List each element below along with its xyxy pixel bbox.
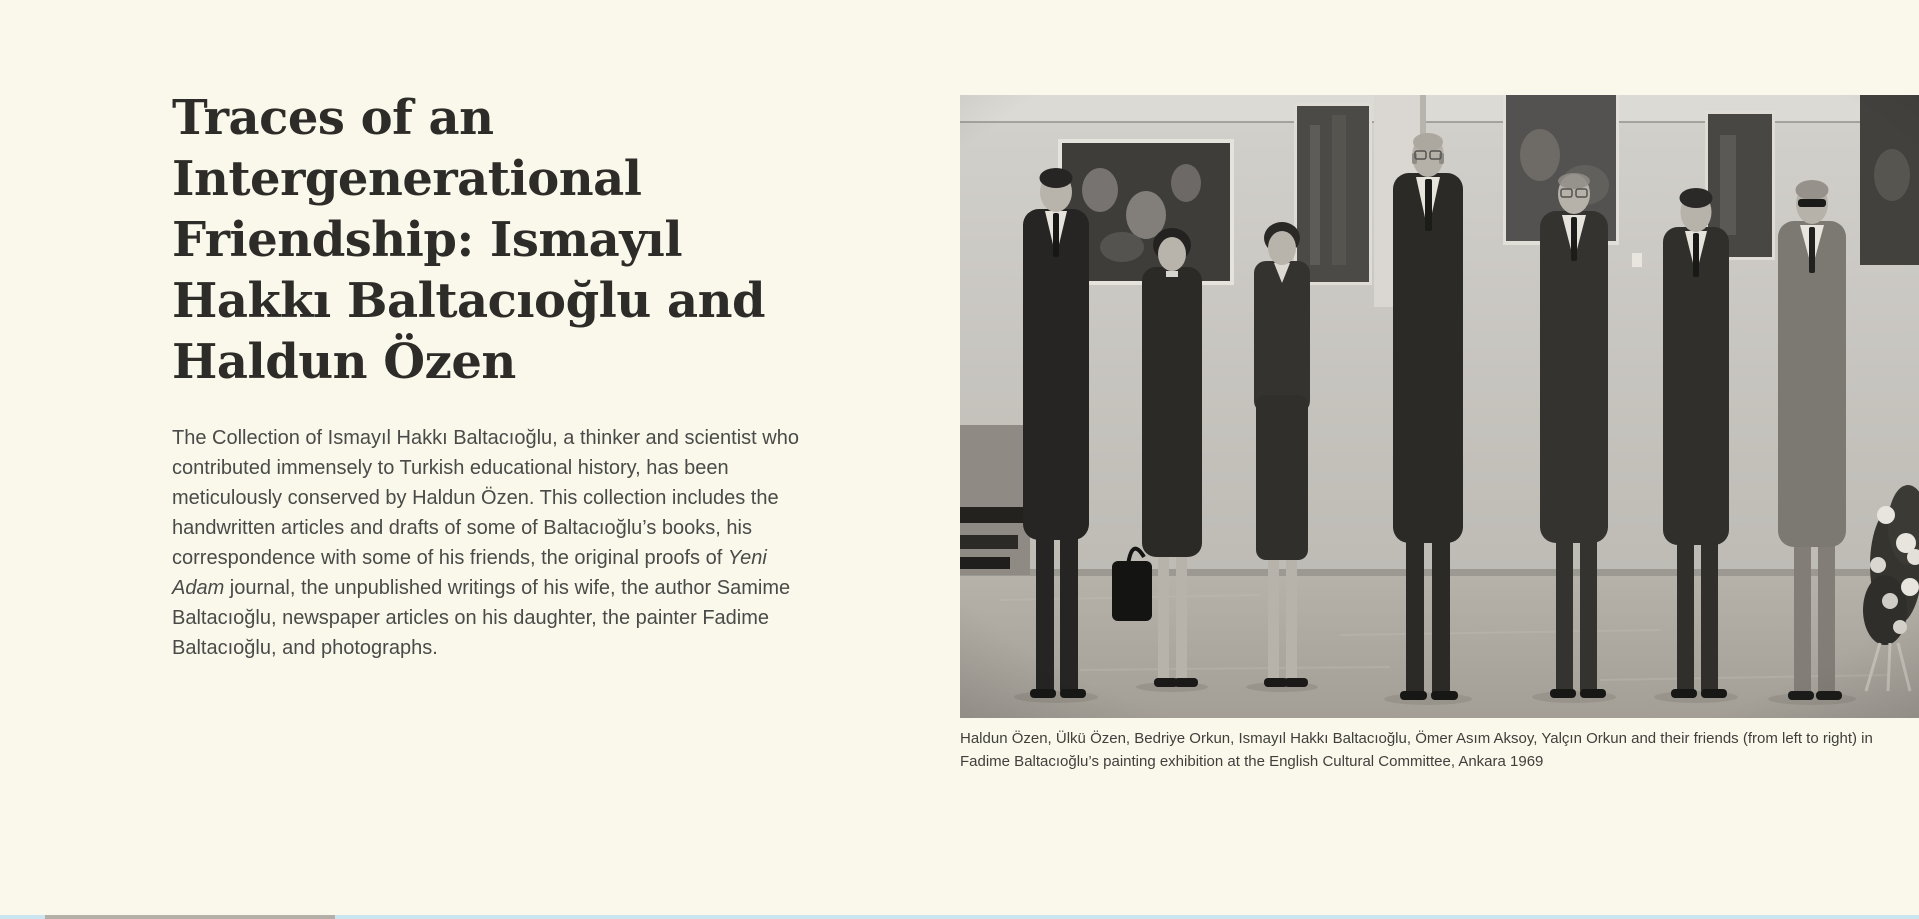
- exhibition-photo: [960, 95, 1919, 718]
- title-line-2: Intergenerational: [172, 151, 642, 207]
- page-title: [172, 88, 812, 393]
- intro-journal-name: Yeni Adam: [172, 547, 767, 599]
- intro-text-before: The Collection of Ismayıl Hakkı Baltacıoğlu, a thinker and scientist who contributed immensely to Turkish educational history, has been meticulously conserved by Haldun Özen. This collection includes the handwritten articles and drafts of some of Baltacıoğlu’s books, his correspondence with some of his friends, the original proofs of: [172, 427, 799, 569]
- title-line-4: Hakkı Baltacıoğlu and: [172, 273, 766, 329]
- horizontal-scrollbar[interactable]: [0, 915, 1919, 919]
- exhibition-photo-figure: [960, 95, 1919, 773]
- article-text-column: [172, 88, 812, 663]
- title-line-5: Haldun Özen: [172, 334, 516, 390]
- photo-caption: Haldun Özen, Ülkü Özen, Bedriye Orkun, Ismayıl Hakkı Baltacıoğlu, Ömer Asım Aksoy, Yalçın Orkun and their friends (from left to right) in Fadime Baltacıoğlu’s painting exhibition at the English Cultural Committee, Ankara 1969: [960, 730, 1873, 770]
- title-line-3: Friendship: Ismayıl: [172, 212, 683, 268]
- title-line-1: Traces of an: [172, 90, 494, 146]
- article-intro: [172, 423, 800, 663]
- intro-text-after: journal, the unpublished writings of his wife, the author Samime Baltacıoğlu, newspaper articles on his daughter, the painter Fadime Baltacıoğlu, and photographs.: [172, 577, 791, 659]
- horizontal-scrollbar-thumb[interactable]: [45, 915, 335, 919]
